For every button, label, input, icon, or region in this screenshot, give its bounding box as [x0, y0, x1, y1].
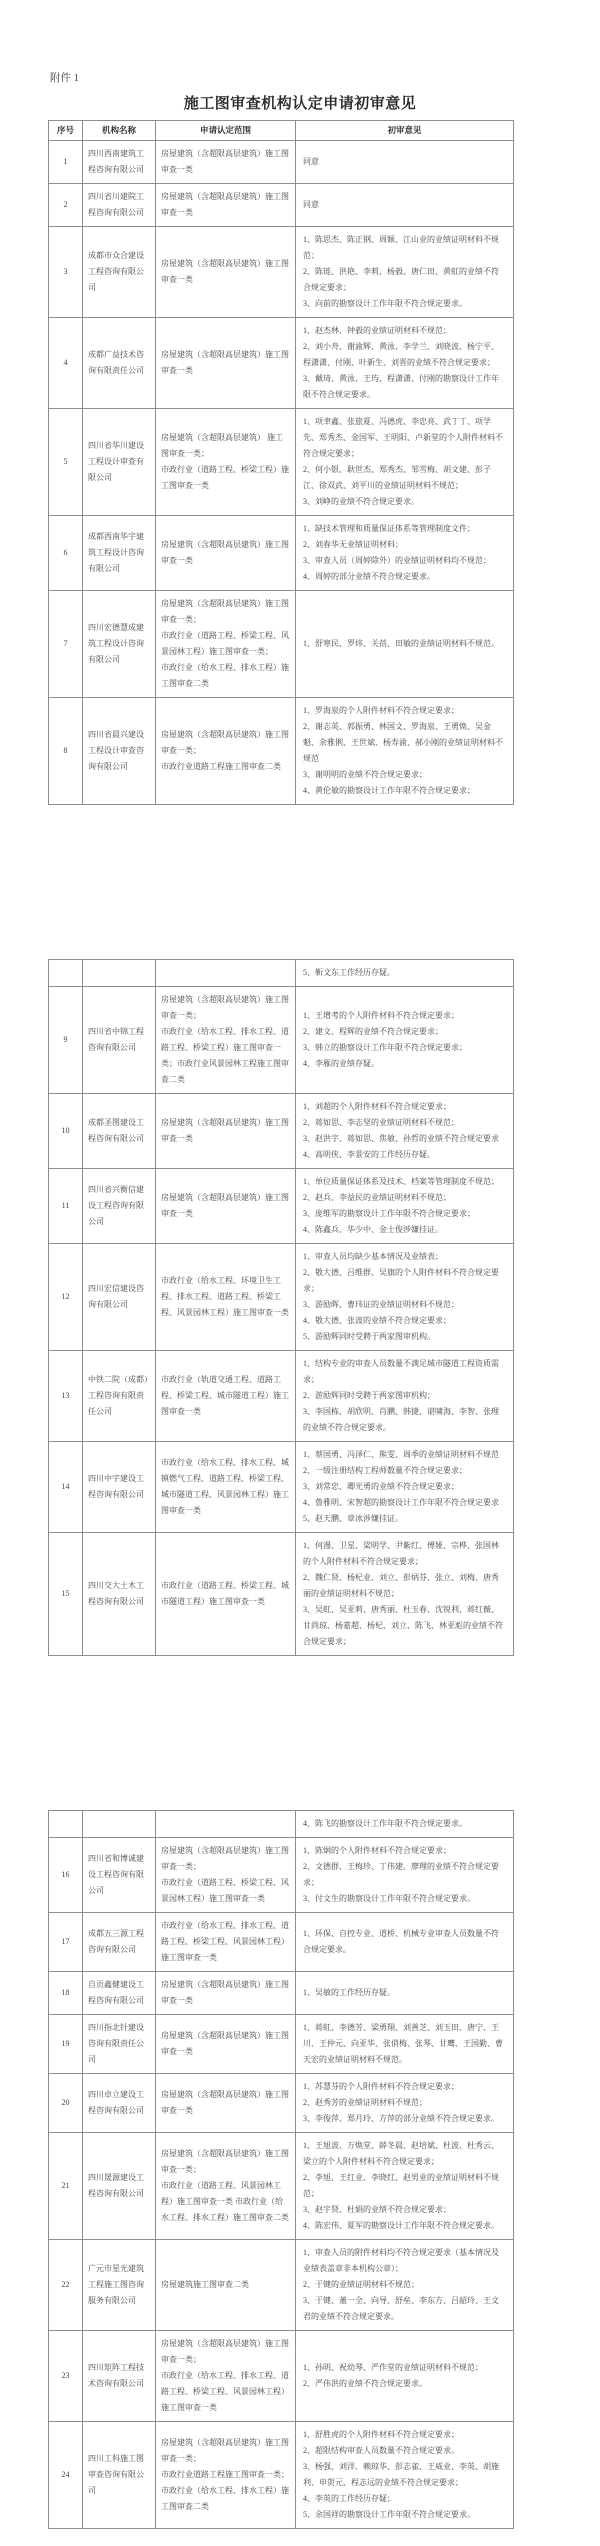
cell-org-name: 四川工科施工图审查咨询有限公司	[83, 2422, 156, 2529]
table-row	[49, 2133, 514, 2240]
cell-org-name: 四川交大土木工程咨询有限公司	[83, 1533, 156, 1656]
cell-opinion: 1、缺技术管理和质量保证体系等管理制度文件； 2、刘春华无业绩证明材料； 3、审查人员（周婷除外）的业绩证明材料均不规范； 4、周婷的部分业绩不符合规定要求。	[296, 516, 514, 591]
cell-opinion: 1、赵杰林、钟毅的业绩证明材料不规范； 2、刘小舟、谢渝辉、黄泳、李学兰、刘晓波、杨宁平、程潇潇、付刚、叶新生、刘晋的业绩不符合规定要求； 3、戴琦、黄泳、王玙、程潇潇、付刚的勘察设计工作年限不符合规定要求。	[296, 318, 514, 409]
cell-scope: 房屋建筑（含超限高层建筑）施工图审查一类	[156, 1169, 296, 1244]
attachment-label: 附件 1	[50, 73, 79, 84]
cell-serial-number: 8	[49, 698, 83, 805]
cell-org-name: 四川省中锦工程咨询有限公司	[83, 987, 156, 1094]
cell-org-name: 四川卓立建设工程咨询有限公司	[83, 2074, 156, 2133]
cell-scope: 房屋建筑（含超限高层建筑）施工图审查一类； 市政行业（给水工程、排水工程、道路工程、桥梁工程）施工图审查一类；市政行业风景园林工程施工图审查二类	[156, 987, 296, 1094]
cell-opinion: 1、审查人员的附件材料均不符合规定要求（基本情况及业绩表盖章非本机构公章）； 2、于键的业绩证明材料不规范； 3、于键、董一全、向导、舒垒、李东方、吕韶玲、王文君的业绩不符合规定要求。	[296, 2240, 514, 2331]
cell-scope: 房屋建筑（含超限高层建筑）施工图审查一类	[156, 1972, 296, 2015]
cell-org-name: 四川宏信建设咨询有限公司	[83, 1244, 156, 1351]
cell-opinion: 1、孙明、祝幼琴、严作堂的业绩证明材料不规范； 2、严伟洪的业绩不符合规定要求。	[296, 2331, 514, 2422]
cell-opinion: 1、刘超的个人附件材料不符合规定要求； 2、蒋如思、李志坚的业绩证明材料不规范； 3、赵洪宇、蒋如思、焦敏、孙哲的业绩不符合规定要求 4、高明侠、李景安的工作经历存疑。	[296, 1094, 514, 1169]
cell-scope: 房屋建筑（含超限高层建筑）施工图审查一类； 市政行业道路工程施工图审查二类	[156, 698, 296, 805]
cell-serial-number: 23	[49, 2331, 83, 2422]
table-row	[49, 2422, 514, 2529]
cell-serial-number: 20	[49, 2074, 83, 2133]
table-row	[49, 1442, 514, 1533]
cell-opinion: 1、陈炯的个人附件材料不符合规定要求； 2、文德群、王梅珍、丁伟建、廖理的业绩不符合规定要求； 3、付文生的勘察设计工作年限不符合规定要求。	[296, 1838, 514, 1913]
table-row	[49, 409, 514, 516]
table-row	[49, 1838, 514, 1913]
cell-scope	[156, 1811, 296, 1838]
cell-serial-number: 19	[49, 2015, 83, 2074]
cell-scope: 房屋建筑（含超限高层建筑）施工图审查一类	[156, 2015, 296, 2074]
cell-opinion: 1、陈思杰、陈正钢、周颖、江山业的业绩证明材料不规范； 2、陈琏、洪艳、李莉、杨毅、唐仁田、黄虹的业绩不符合规定要求； 3、向前的勘察设计工作年限不符合规定要求。	[296, 227, 514, 318]
table-row	[49, 516, 514, 591]
cell-scope: 房屋建筑（含超限高层建筑）施工图审查一类； 市政行业（给水工程、排水工程、道路工程、桥梁工程、风景园林工程）施工图审查一类	[156, 2331, 296, 2422]
cell-org-name: 成都市众合建设工程咨询有限公司	[83, 227, 156, 318]
cell-serial-number: 11	[49, 1169, 83, 1244]
cell-serial-number: 9	[49, 987, 83, 1094]
cell-serial-number: 13	[49, 1351, 83, 1442]
cell-opinion: 1、项聿鑫、张旅夏、冯德虎、李忠亮、武丁丁、项学先、郑秀杰、金国军、王明阳、卢新堂的个人附件材料不符合规定要求； 2、何小银、耿世杰、郑秀杰、邹雪梅、胡文建、彭子江、徐双武、刘平川的业绩证明材料不规范； 3、刘峥的业绩不符合规定要求。	[296, 409, 514, 516]
cell-scope: 市政行业（给水工程、排水工程、城镇燃气工程、道路工程、桥梁工程、城市隧道工程、风景园林工程）施工图审查一类	[156, 1442, 296, 1533]
cell-serial-number: 6	[49, 516, 83, 591]
cell-org-name	[83, 960, 156, 987]
cell-serial-number: 10	[49, 1094, 83, 1169]
cell-scope: 房屋建筑（含超限高层建筑）施工图审查一类	[156, 516, 296, 591]
cell-org-name: 四川省和博诚建设工程咨询有限公司	[83, 1838, 156, 1913]
cell-serial-number: 22	[49, 2240, 83, 2331]
cell-serial-number: 7	[49, 591, 83, 698]
cell-opinion: 1、环保、自控专业、道桥、机械专业审查人员数量不符合规定要求。	[296, 1913, 514, 1972]
table-row	[49, 698, 514, 805]
cell-serial-number: 5	[49, 409, 83, 516]
cell-opinion: 1、王旭波、万焕堂、薛冬晨、赵培斌、杜波、杜秀云、梁立的个人附件材料不符合规定要求； 2、李旭、王红业、李晓红、赵男业的业绩证明材料不规范； 3、赵宇贤、杜娟的业绩不符合规定要求； 4、陈宏伟、夏军的勘察设计工作年限不符合规定要求。	[296, 2133, 514, 2240]
cell-scope: 房屋建筑（含超限高层建筑）施工图审查一类； 市政行业（道路工程、风景园林工程）施工图审查一类 市政行业（给水工程、排水工程）施工图审查二类	[156, 2133, 296, 2240]
cell-opinion: 1、何漫、卫星、梁明学、尹紫红、傅娅、宗桦、张国林的个人附件材料不符合规定要求； 2、魏仁贤、杨杞业、刘立、彭炳芬、张立、刘梅、唐秀丽的业绩证明材料不规范； 3、吴虹、吴亚莉、唐秀丽、杜玉春、沈锐利、蒋红薇、甘尚琼、杨嘉超、杨杞、刘立、陈飞、林亚彪的业绩不符合规定要求；	[296, 1533, 514, 1656]
cell-org-name: 成都广益技术咨询有限责任公司	[83, 318, 156, 409]
cell-org-name: 成都圣图建设工程咨询有限公司	[83, 1094, 156, 1169]
table-row	[49, 1169, 514, 1244]
table-row	[49, 1244, 514, 1351]
cell-opinion: 1、罗海泉的个人附件材料不符合规定要求； 2、谢志英、郭振勇、林国文、罗海泉、王勇焕、吴金魁、余雅俐、王世斌、杨寿渝、郝小刚的业绩证明材料不规范 3、谢明明的业绩不符合规定要求； 4、黄伦敏的勘察设计工作年限不符合规定要求；	[296, 698, 514, 805]
review-table-page-2	[48, 959, 514, 1656]
cell-scope: 市政行业（道路工程、桥梁工程、城市隧道工程）施工图审查一类	[156, 1533, 296, 1656]
cell-org-name: 广元市星光建筑工程施工图咨询服务有限公司	[83, 2240, 156, 2331]
table-row	[49, 227, 514, 318]
cell-opinion: 1、蒋虹、李德芳、梁勇翔、刘善芝、刘玉田、唐宁、王川、王仲元、向亚华、张俏梅、张琴、甘鹰、王国勤、曹天宏的业绩证明材料不规范。	[296, 2015, 514, 2074]
cell-serial-number: 15	[49, 1533, 83, 1656]
cell-serial-number: 16	[49, 1838, 83, 1913]
cell-scope: 房屋建筑（含超限高层建筑）施工图审查一类； 市政行业（道路工程、桥梁工程、风景园林工程）施工图审查一类； 市政行业（给水工程、排水工程）施工图审查二类	[156, 591, 296, 698]
cell-serial-number: 1	[49, 141, 83, 184]
cell-scope: 房屋建筑（含超限高层建筑）施工图审查一类； 市政行业（道路工程、桥梁工程、风景园林工程）施工图审查一类	[156, 1838, 296, 1913]
cell-serial-number	[49, 960, 83, 987]
cell-serial-number	[49, 1811, 83, 1838]
cell-scope: 市政行业（给水工程、环境卫生工程、排水工程、道路工程、桥梁工程、风景园林工程）施工图审查一类	[156, 1244, 296, 1351]
table-row	[49, 1533, 514, 1656]
table-row	[49, 987, 514, 1094]
cell-serial-number: 18	[49, 1972, 83, 2015]
table-row	[49, 2015, 514, 2074]
cell-org-name: 四川指北针建设咨询有限责任公司	[83, 2015, 156, 2074]
cell-serial-number: 3	[49, 227, 83, 318]
table-row	[49, 960, 514, 987]
table-row	[49, 141, 514, 184]
cell-opinion: 4、陈飞的勘察设计工作年限不符合规定要求。	[296, 1811, 514, 1838]
cell-opinion: 1、结构专业的审查人员数量不满足城市隧道工程资质需求； 2、游励辉同时受聘于两家图审机构； 3、李国栋、胡欣明、肖鹏、韩捷、谌啸海、李智、张理的业绩不符合规定要求。	[296, 1351, 514, 1442]
table-row	[49, 1094, 514, 1169]
cell-scope: 房屋建筑（含超限高层建筑）施工图审查一类	[156, 227, 296, 318]
cell-serial-number: 24	[49, 2422, 83, 2529]
page-title: 施工图审查机构认定申请初审意见	[183, 96, 417, 112]
table-header-row	[49, 121, 514, 141]
col-header-serial: 序号	[49, 121, 83, 141]
cell-opinion: 1、审查人员均缺少基本情况及业绩表； 2、敬大德、吕维群、吴旗的个人附件材料不符合规定要求； 3、游励晖、曹玮证的业绩证明材料不规范； 4、敬大德、张波的业绩不符合规定要求； 5、游励辉同时受聘于两家图审机构。	[296, 1244, 514, 1351]
cell-org-name: 四川省川建院工程咨询有限公司	[83, 184, 156, 227]
col-header-opinion: 初审意见	[296, 121, 514, 141]
table-row	[49, 1913, 514, 1972]
cell-serial-number: 17	[49, 1913, 83, 1972]
cell-opinion: 同意	[296, 141, 514, 184]
table-row	[49, 2331, 514, 2422]
review-table-page-1	[48, 120, 514, 805]
cell-opinion: 1、舒胜虎的个人附件材料不符合规定要求； 2、超限结构审查人员数量不符合规定要求。 3、杨强、刘洋、赖琼华、彭志雀、王威业、李英、胡施利、申贺元、程志远的业绩不符合规定要求； 4、李英的工作经历存疑； 5、余国祥的勘察设计工作年限不符合规定要求。	[296, 2422, 514, 2529]
cell-org-name: 四川中宇建设工程咨询有限公司	[83, 1442, 156, 1533]
cell-opinion: 1、单位质量保证体系及技术、档案等管理制度不规范； 2、赵兵、李益民的业绩证明材料不规范； 3、庞维军的勘察设计工作年限不符合规定要求； 4、陈鑫兵、华少中、金士俊涉嫌挂证。	[296, 1169, 514, 1244]
cell-org-name: 四川矩阵工程技术咨询有限公司	[83, 2331, 156, 2422]
cell-opinion: 1、吴敏的工作经历存疑。	[296, 1972, 514, 2015]
cell-org-name: 四川晟源建设工程咨询有限公司	[83, 2133, 156, 2240]
cell-org-name: 成都西南华宇建筑工程设计咨询有限公司	[83, 516, 156, 591]
table-row	[49, 1811, 514, 1838]
cell-opinion: 1、王增考的个人附件材料不符合规定要求； 2、建文、程辉的业绩不符合规定要求； 3、韩立的勘察设计工作年限不符合规定要求； 4、李雁的业绩存疑。	[296, 987, 514, 1094]
cell-serial-number: 12	[49, 1244, 83, 1351]
cell-serial-number: 21	[49, 2133, 83, 2240]
cell-scope: 房屋建筑施工图审查二类	[156, 2240, 296, 2331]
table-row	[49, 591, 514, 698]
table-row	[49, 2074, 514, 2133]
cell-opinion: 同意	[296, 184, 514, 227]
cell-org-name: 成都五三源工程咨询有限公司	[83, 1913, 156, 1972]
cell-scope: 房屋建筑（含超限高层建筑）施工图审查一类	[156, 2074, 296, 2133]
cell-scope: 房屋建筑（含超限高层建筑）施工图审查一类	[156, 141, 296, 184]
cell-opinion: 1、苏慧芬的个人附件材料不符合规定要求； 2、赵秀芳的业绩证明材料不规范； 3、李俊萍、郑月玲、方萍的部分业绩不符合规定要求。	[296, 2074, 514, 2133]
cell-opinion: 1、蔡国勇、冯泽仁、熊雯、周季的业绩证明材料不规范 2、一级注册结构工程师数量不符合规定要求； 3、刘常忠、卿光勇的业绩不符合规定要求； 4、鲁雅明、宋智超的勘察设计工作年限不符合规定要求 5、赵天鹏、章冰涉嫌挂证。	[296, 1442, 514, 1533]
cell-org-name: 四川宏德慧成建筑工程设计咨询有限公司	[83, 591, 156, 698]
cell-scope: 房屋建筑（含超限高层建筑）施工图审查一类	[156, 1094, 296, 1169]
cell-scope: 市政行业（轨道交通工程、道路工程、桥梁工程、城市隧道工程）施工图审查一类	[156, 1351, 296, 1442]
cell-scope: 房屋建筑（含超限高层建筑）施工图审查一类； 市政行业道路工程施工图审查一类； 市政行业（给水工程、排水工程）施工图审查二类	[156, 2422, 296, 2529]
cell-opinion: 1、舒寒民、罗炜、关蓓、田敏的业绩证明材料不规范。	[296, 591, 514, 698]
cell-scope: 市政行业（给水工程、排水工程、道路工程、桥梁工程、风景园林工程）施工图审查一类	[156, 1913, 296, 1972]
review-table-page-3	[48, 1810, 514, 2529]
cell-serial-number: 4	[49, 318, 83, 409]
table-row	[49, 184, 514, 227]
cell-scope	[156, 960, 296, 987]
cell-scope: 房屋建筑（含超限高层建筑） 施工图审查一类； 市政行业（道路工程、桥梁工程）施工图审查一类	[156, 409, 296, 516]
cell-org-name: 自贡鑫健建设工程咨询有限公司	[83, 1972, 156, 2015]
cell-org-name: 四川西南建筑工程咨询有限公司	[83, 141, 156, 184]
cell-scope: 房屋建筑（含超限高层建筑）施工图审查一类	[156, 318, 296, 409]
cell-org-name	[83, 1811, 156, 1838]
table-row	[49, 318, 514, 409]
cell-serial-number: 14	[49, 1442, 83, 1533]
cell-scope: 房屋建筑（含超限高层建筑）施工图审查一类	[156, 184, 296, 227]
cell-opinion: 5、靳文东工作经历存疑。	[296, 960, 514, 987]
table-row	[49, 2240, 514, 2331]
col-header-scope: 申请认定范围	[156, 121, 296, 141]
cell-org-name: 四川省晨兴建设工程设计审查咨询有限公司	[83, 698, 156, 805]
cell-serial-number: 2	[49, 184, 83, 227]
col-header-org-name: 机构名称	[83, 121, 156, 141]
cell-org-name: 中铁二院（成都）工程咨询有限责任公司	[83, 1351, 156, 1442]
cell-org-name: 四川省兴衡信建设工程咨询有限公司	[83, 1169, 156, 1244]
cell-org-name: 四川省华川建设工程设计审查有限公司	[83, 409, 156, 516]
table-row	[49, 1972, 514, 2015]
table-row	[49, 1351, 514, 1442]
